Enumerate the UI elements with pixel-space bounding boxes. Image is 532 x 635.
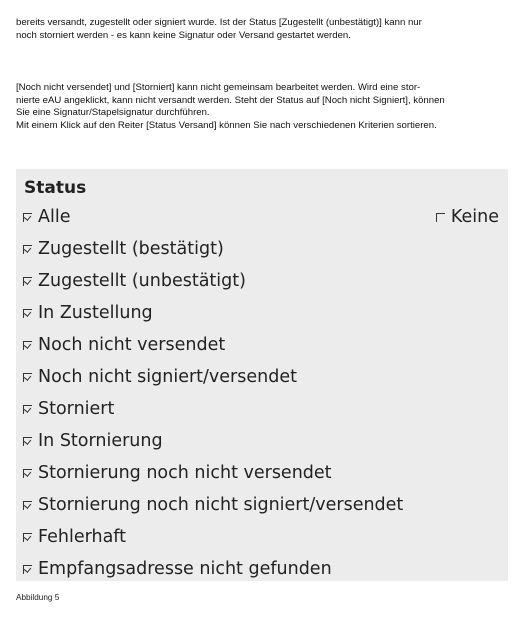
info-paragraph (16, 82, 516, 132)
option-label: Stornierung noch nicht versendet (38, 463, 332, 483)
status-filter-panel (16, 169, 508, 581)
option-in-zustellung[interactable] (23, 303, 153, 323)
option-noch-nicht-versendet[interactable] (23, 335, 225, 355)
checkbox-checked-icon[interactable] (23, 373, 32, 382)
checkbox-checked-icon[interactable] (23, 213, 32, 222)
checkbox-checked-icon[interactable] (23, 341, 32, 350)
option-label: In Stornierung (38, 431, 163, 451)
checkbox-unchecked-icon[interactable] (436, 213, 445, 222)
checkbox-checked-icon[interactable] (23, 437, 32, 446)
info-line-3: Sie eine Signatur/Stapelsignatur durchführen. (16, 107, 210, 119)
intro-line-2: noch storniert werden - es kann keine Signatur oder Versand gestartet werden. (16, 29, 351, 41)
checkbox-checked-icon[interactable] (23, 469, 32, 478)
option-fehlerhaft[interactable] (23, 527, 126, 547)
option-storniert[interactable] (23, 399, 114, 419)
option-label: Noch nicht signiert/versendet (38, 367, 297, 387)
info-line-1: [Noch nicht versendet] und [Storniert] kann nicht gemeinsam bearbeitet werden. Wird eine stor- (16, 82, 421, 93)
option-empfangsadresse-nicht-gefunden[interactable] (23, 559, 332, 579)
checkbox-checked-icon[interactable] (23, 533, 32, 542)
checkbox-checked-icon[interactable] (23, 565, 32, 574)
option-label: Alle (38, 207, 71, 227)
option-stornierung-nicht-versendet[interactable] (23, 463, 332, 483)
option-label: Zugestellt (bestätigt) (38, 239, 224, 259)
option-zugestellt-unbestaetigt[interactable] (23, 271, 246, 291)
option-in-stornierung[interactable] (23, 431, 163, 451)
checkbox-checked-icon[interactable] (23, 309, 32, 318)
option-label: Zugestellt (unbestätigt) (38, 271, 246, 291)
option-noch-nicht-signiert-versendet[interactable] (23, 367, 297, 387)
option-alle[interactable] (23, 207, 70, 227)
option-label: Stornierung noch nicht signiert/versendet (38, 495, 404, 515)
intro-line-1: bereits versandt, zugestellt oder signiert wurde. Ist der Status [Zugestellt (unbestätigt)] kann nur (16, 17, 422, 28)
checkbox-checked-icon[interactable] (23, 277, 32, 286)
option-stornierung-nicht-signiert[interactable] (23, 495, 403, 515)
checkbox-checked-icon[interactable] (23, 245, 32, 254)
info-line-4: Mit einem Klick auf den Reiter [Status Versand] können Sie nach verschiedenen Kriterien sortieren. (16, 119, 437, 131)
intro-paragraph (16, 17, 516, 42)
option-label: Keine (450, 207, 499, 227)
option-label: Storniert (38, 399, 115, 419)
checkbox-checked-icon[interactable] (23, 405, 32, 414)
info-line-2: nierte eAU angeklickt, kann nicht versandt werden. Steht der Status auf [Noch nicht Signiert], können (16, 94, 445, 106)
option-label: Empfangsadresse nicht gefunden (38, 559, 332, 579)
option-keine[interactable] (436, 207, 499, 227)
option-label: In Zustellung (38, 303, 153, 323)
checkbox-checked-icon[interactable] (23, 501, 32, 510)
figure-caption: Abbildung 5 (16, 593, 60, 602)
option-label: Noch nicht versendet (38, 335, 226, 355)
option-label: Fehlerhaft (38, 527, 127, 547)
option-zugestellt-bestaetigt[interactable] (23, 239, 224, 259)
status-title: Status (24, 178, 87, 198)
